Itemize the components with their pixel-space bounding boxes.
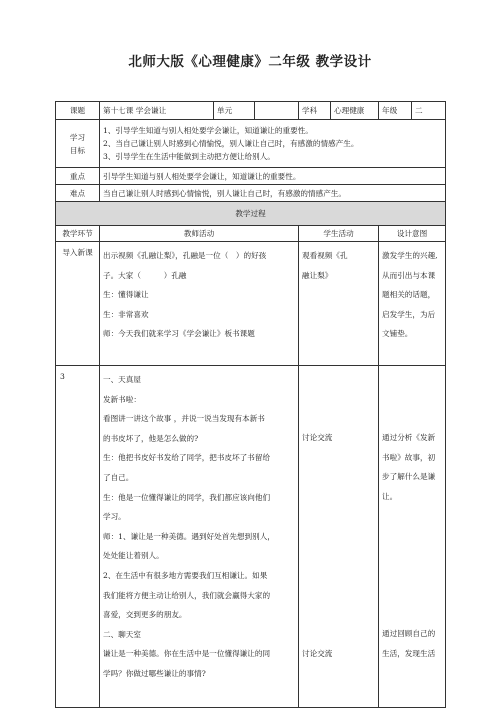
- col-teacher: 教师活动: [100, 226, 299, 242]
- lesson-plan-table: [55, 101, 446, 708]
- info-row: [56, 102, 446, 120]
- lesson-label: 课题: [56, 102, 100, 120]
- subject-label: 学科: [299, 102, 331, 120]
- activity-student: [299, 366, 379, 708]
- grade-value: 二: [412, 102, 446, 120]
- student-discussion-1: 讨论交流: [302, 433, 333, 442]
- goals-row: [56, 120, 446, 168]
- activity-intent: 通过分析《发新 书啦》故事，初 步了解什么是谦 让。 通过回顾自己的 生活，发现生活: [379, 366, 446, 708]
- activity-row: [56, 366, 446, 708]
- key-label: 重点: [56, 168, 100, 185]
- intro-stage: 导入新课: [56, 242, 100, 366]
- intro-row: [56, 242, 446, 366]
- col-student: 学生活动: [299, 226, 379, 242]
- column-header-row: [56, 226, 446, 242]
- goals-label: 学习 目标: [56, 120, 100, 168]
- unit-value: [255, 102, 299, 120]
- key-row: [56, 168, 446, 185]
- col-intent: 设计意图: [379, 226, 446, 242]
- grade-label: 年级: [379, 102, 412, 120]
- activity-stage: 3: [56, 366, 100, 708]
- intro-intent: 激发学生的兴趣, 从而引出与本课 题相关的话题， 启发学生，为后 文铺垫。: [379, 242, 446, 366]
- activity-teacher: 一、天真屋 发新书啦： 看图讲一讲这个故事 ，并说一说当发现有本新书 的书皮坏了，他是怎么做的? 生：他把书皮好书发给了同学，把书皮坏了书留给 了自己。 生：他是一位懂得谦让的同学，我们都应该向他们 学习。 师：1、谦让是一种美德。遇到好处首先想到别人， 处处能让着别人。 2、在生活中有很多地方需要我们互相谦让。如果 我们能将方便主动让给别人，我们就会赢得大家的 喜爱，交到更多的朋友。 二、聊天室 谦让是一种美德。你在生活中是一位懂得谦让的同 学吗？你做过哪些谦让的事情?: [100, 366, 299, 708]
- difficult-row: [56, 185, 446, 202]
- student-discussion-2: 讨论交流: [302, 648, 333, 658]
- col-stage: 教学环节: [56, 226, 100, 242]
- process-header: 教学过程: [56, 202, 446, 226]
- intro-student: 观看视频《孔 融让梨》: [299, 242, 379, 366]
- difficult-text: 当自己谦让别人时感到心情愉悦，别人谦让自己时，有感激的情感产生。: [100, 185, 446, 202]
- intro-teacher: 出示视频《孔融让梨》，孔融是一位（ ）的好孩 子。大家（ ）孔融 生：懂得谦让 生：非常喜欢 师：今天我们就来学习《学会谦让》板书课题: [100, 242, 299, 366]
- unit-label: 单元: [214, 102, 255, 120]
- difficult-label: 难点: [56, 185, 100, 202]
- key-text: 引导学生知道与别人相处要学会谦让，知道谦让的重要性。: [100, 168, 446, 185]
- subject-value: 心理健康: [331, 102, 379, 120]
- process-header-row: [56, 202, 446, 226]
- document-title: 北师大版《心理健康》二年级 教学设计: [128, 54, 372, 70]
- goals-text: 1、引导学生知道与别人相处要学会谦让，知道谦让的重要性。 2、当自己谦让别人时感到心情愉悦，别人谦让自己时，有感激的情感产生。 3、引导学生在生活中能做到主动把方便让给别人。: [100, 120, 446, 168]
- lesson-value: 第十七课 学会谦让: [100, 102, 214, 120]
